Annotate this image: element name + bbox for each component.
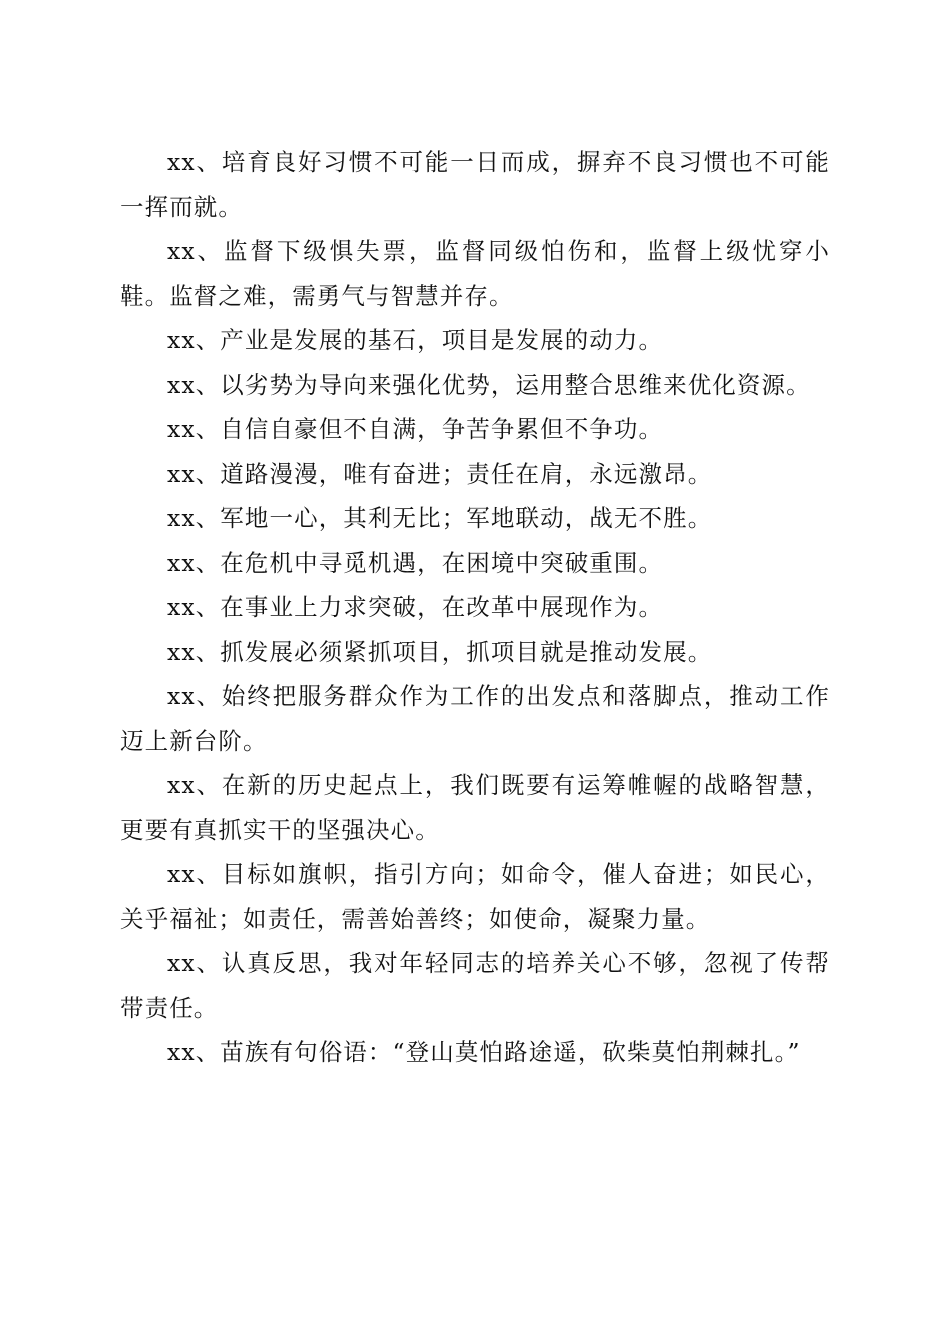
paragraph-7: xx、军地一心，其利无比；军地联动，战无不胜。 [167, 504, 713, 532]
paragraph-3: xx、产业是发展的基石，项目是发展的动力。 [167, 326, 664, 354]
paragraph-2: xx、监督下级惧失票，监督同级怕伤和，监督上级忧穿小鞋。监督之难，需勇气与智慧并存。 [120, 237, 830, 310]
paragraph-1: xx、培育良好习惯不可能一日而成，摒弃不良习惯也不可能一挥而就。 [120, 148, 830, 221]
paragraph-15: xx、苗族有句俗语：“登山莫怕路途遥，砍柴莫怕荆棘扎。” [167, 1038, 801, 1066]
paragraph-5: xx、自信自豪但不自满，争苦争累但不争功。 [167, 415, 664, 443]
paragraph-6: xx、道路漫漫，唯有奋进；责任在肩，永远激昂。 [167, 459, 713, 488]
document-body [120, 140, 830, 1075]
paragraph-12: xx、在新的历史起点上，我们既要有运筹帷幄的战略智慧，更要有真抓实干的坚强决心。 [120, 771, 830, 844]
paragraph-13: xx、目标如旗帜，指引方向；如命令，催人奋进；如民心，关乎福祉；如责任，需善始善终；如使命，凝聚力量。 [120, 860, 830, 933]
paragraph-10: xx、抓发展必须紧抓项目，抓项目就是推动发展。 [167, 637, 713, 666]
paragraph-8: xx、在危机中寻觅机遇，在困境中突破重围。 [167, 548, 664, 577]
paragraph-14: xx、认真反思，我对年轻同志的培养关心不够，忽视了传帮带责任。 [120, 949, 830, 1022]
paragraph-11: xx、始终把服务群众作为工作的出发点和落脚点，推动工作迈上新台阶。 [120, 682, 830, 755]
paragraph-9: xx、在事业上力求突破，在改革中展现作为。 [167, 593, 664, 621]
paragraph-4: xx、以劣势为导向来强化优势，运用整合思维来优化资源。 [167, 370, 811, 399]
